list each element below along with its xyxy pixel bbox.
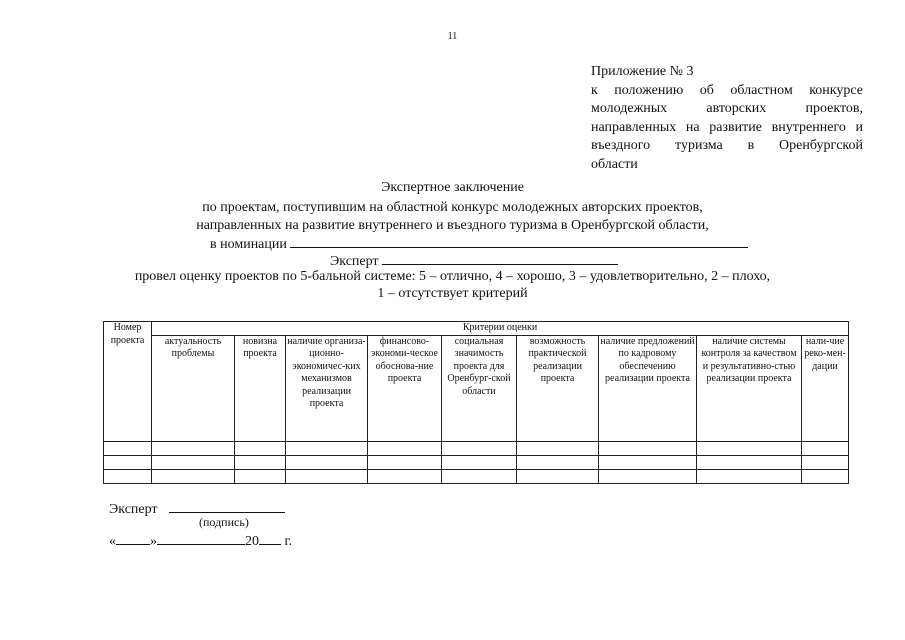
nomination-field[interactable] bbox=[290, 235, 748, 248]
table-cell[interactable] bbox=[286, 469, 368, 483]
table-cell[interactable] bbox=[697, 455, 802, 469]
table-row bbox=[104, 455, 849, 469]
scale-description: 1 – отсутствует критерий bbox=[377, 286, 528, 301]
table-cell[interactable] bbox=[104, 441, 152, 455]
table-cell[interactable] bbox=[517, 455, 599, 469]
table-cell[interactable] bbox=[599, 455, 697, 469]
criteria-header: Критерии оценки bbox=[152, 322, 849, 336]
criterion-header: нали-чие реко-мен-дации bbox=[802, 335, 849, 441]
scale-description: провел оценку проектов по 5-бальной системе: 5 – отлично, 4 – хорошо, 3 – удовлетворительно, 2 – плохо, bbox=[134, 269, 771, 284]
date-year-prefix: 20 bbox=[245, 534, 259, 549]
date-quote-open: « bbox=[109, 534, 116, 549]
signature-line bbox=[109, 500, 285, 518]
table-cell[interactable] bbox=[368, 455, 442, 469]
table-cell[interactable] bbox=[368, 441, 442, 455]
appendix-line: области bbox=[591, 156, 638, 172]
table-cell[interactable] bbox=[235, 455, 286, 469]
table-cell[interactable] bbox=[104, 455, 152, 469]
signature-caption: (подпись) bbox=[199, 515, 249, 529]
table-cell[interactable] bbox=[697, 469, 802, 483]
table-cell[interactable] bbox=[104, 469, 152, 483]
appendix-title: Приложение № 3 bbox=[591, 64, 694, 79]
table-cell[interactable] bbox=[235, 441, 286, 455]
signature-field[interactable] bbox=[169, 500, 285, 513]
table-cell[interactable] bbox=[802, 441, 849, 455]
page-number: 11 bbox=[447, 31, 458, 42]
date-day-field[interactable] bbox=[116, 532, 150, 545]
table-cell[interactable] bbox=[442, 455, 517, 469]
table-cell[interactable] bbox=[517, 469, 599, 483]
signature-expert-label: Эксперт bbox=[109, 502, 158, 517]
table-cell[interactable] bbox=[697, 441, 802, 455]
table-cell[interactable] bbox=[368, 469, 442, 483]
criterion-header: возможность практической реализации проекта bbox=[517, 335, 599, 441]
table-cell[interactable] bbox=[286, 441, 368, 455]
appendix-line: к положению об областном конкурсе bbox=[591, 82, 863, 98]
date-month-field[interactable] bbox=[157, 532, 245, 545]
table-row bbox=[104, 469, 849, 483]
table-cell[interactable] bbox=[599, 441, 697, 455]
table-cell[interactable] bbox=[802, 455, 849, 469]
table-cell[interactable] bbox=[517, 441, 599, 455]
date-quote-close: » bbox=[150, 534, 157, 549]
table-cell[interactable] bbox=[599, 469, 697, 483]
criterion-header: социальная значимость проекта для Оренбург-ской области bbox=[442, 335, 517, 441]
table-cell[interactable] bbox=[802, 469, 849, 483]
table-cell[interactable] bbox=[152, 469, 235, 483]
expert-label: Эксперт bbox=[330, 254, 379, 269]
criterion-header: наличие организа-ционно-экономичес-ких механизмов реализации проекта bbox=[286, 335, 368, 441]
criterion-header: наличие системы контроля за качеством и результативно-стью реализации проекта bbox=[697, 335, 802, 441]
nomination-line bbox=[210, 235, 748, 253]
table-row bbox=[104, 441, 849, 455]
document-subtitle: направленных на развитие внутреннего и въездного туризма в Оренбургской области, bbox=[196, 218, 709, 233]
document-subtitle: по проектам, поступившим на областной конкурс молодежных авторских проектов, bbox=[202, 200, 703, 215]
date-suffix: г. bbox=[284, 534, 293, 549]
table-cell[interactable] bbox=[442, 469, 517, 483]
column-header-number: Номер проекта bbox=[104, 322, 152, 442]
criterion-header: финансово-экономи-ческое обоснова-ние проекта bbox=[368, 335, 442, 441]
appendix-block bbox=[591, 63, 863, 174]
table-cell[interactable] bbox=[152, 455, 235, 469]
expert-name-field[interactable] bbox=[382, 252, 618, 265]
appendix-line: молодежных авторских проектов, bbox=[591, 101, 863, 116]
criterion-header: актуальность проблемы bbox=[152, 335, 235, 441]
table-cell[interactable] bbox=[286, 455, 368, 469]
table-cell[interactable] bbox=[152, 441, 235, 455]
date-line bbox=[109, 532, 292, 550]
expert-line bbox=[330, 252, 618, 270]
document-title: Экспертное заключение bbox=[381, 180, 524, 195]
criteria-table bbox=[103, 321, 849, 484]
table-cell[interactable] bbox=[235, 469, 286, 483]
criterion-header: новизна проекта bbox=[235, 335, 286, 441]
criterion-header: наличие предложений по кадровому обеспечению реализации проекта bbox=[599, 335, 697, 441]
nomination-label: в номинации bbox=[210, 237, 287, 252]
appendix-line: направленных на развитие внутреннего и bbox=[591, 119, 863, 135]
table-cell[interactable] bbox=[442, 441, 517, 455]
date-year-field[interactable] bbox=[259, 532, 281, 545]
appendix-line: въездного туризма в Оренбургской bbox=[591, 138, 863, 153]
